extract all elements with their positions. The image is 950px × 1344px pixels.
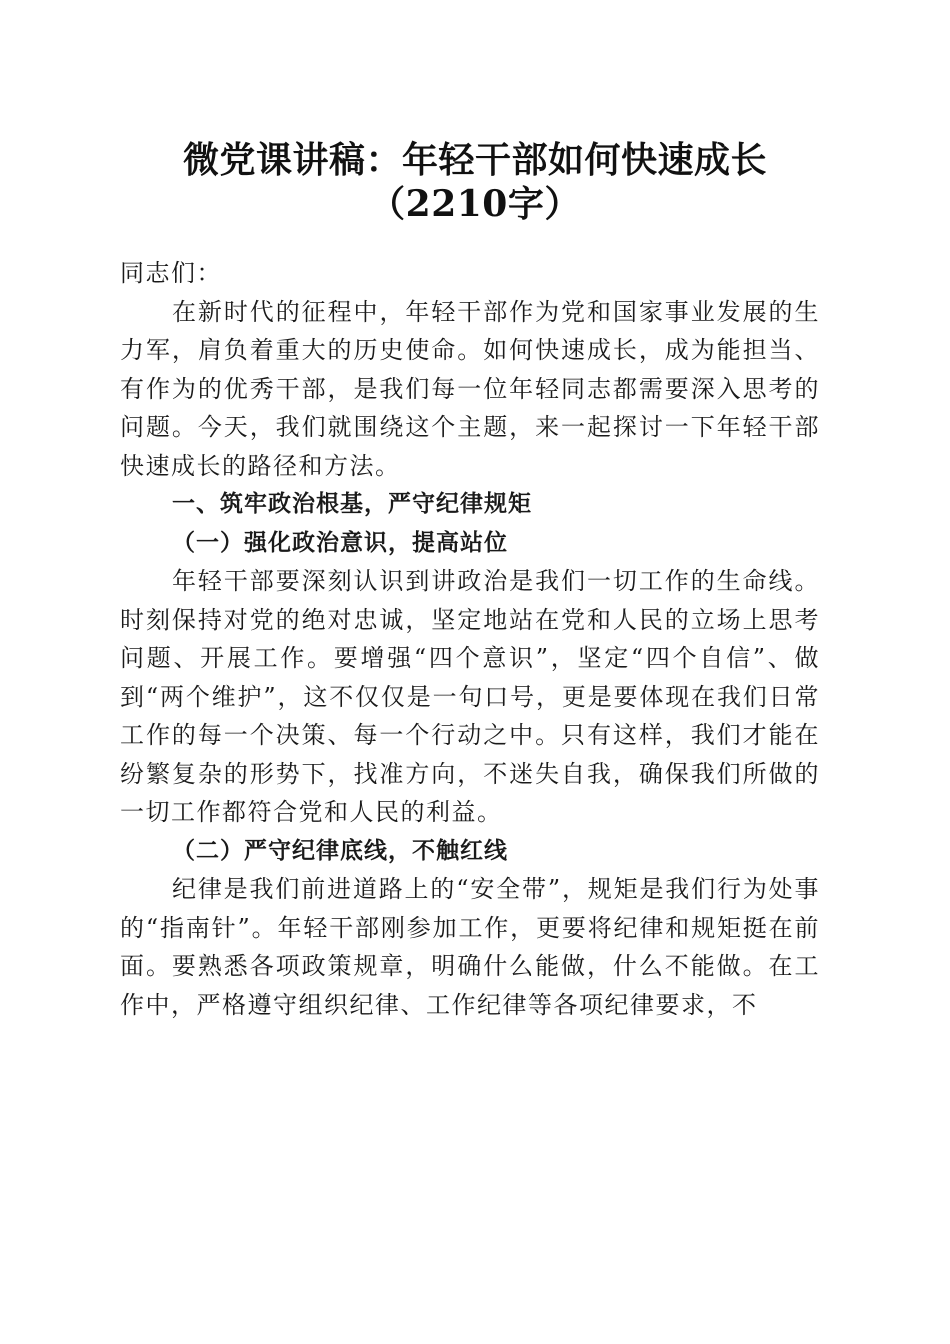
subsection-1-paragraph: 年轻干部要深刻认识到讲政治是我们一切工作的生命线。时刻保持对党的绝对忠诚，坚定地站在党和人民的立场上思考问题、开展工作。要增强“四个意识”，坚定“四个自信”、做到“两个维护”，这不仅仅是一句口号，更是要体现在我们日常工作的每一个决策、每一个行动之中。只有这样，我们才能在纷繁复杂的形势下，找准方向，不迷失自我，确保我们所做的一切工作都符合党和人民的利益。 [120, 567, 820, 826]
document-title: 微党课讲稿：年轻干部如何快速成长（2210字） [182, 139, 767, 225]
section-heading-1: 一、筑牢政治根基，严守纪律规矩 [172, 491, 532, 517]
subsection-2-paragraph: 纪律是我们前进道路上的“安全带”，规矩是我们行为处事的“指南针”。年轻干部刚参加工作，更要将纪律和规矩挺在前面。要熟悉各项政策规章，明确什么能做，什么不能做。在工作中，严格遵守组织纪律、工作纪律等各项纪律要求，不 [120, 875, 820, 1019]
subsection-heading-1: （一）强化政治意识，提高站位 [172, 528, 508, 556]
document-body [120, 254, 820, 1024]
subsection-heading-2: （二）严守纪律底线，不触红线 [172, 836, 508, 864]
salutation: 同志们： [120, 259, 222, 287]
intro-paragraph: 在新时代的征程中，年轻干部作为党和国家事业发展的生力军，肩负着重大的历史使命。如何快速成长，成为能担当、有作为的优秀干部，是我们每一位年轻同志都需要深入思考的问题。今天，我们就围绕这个主题，来一起探讨一下年轻干部快速成长的路径和方法。 [120, 297, 820, 480]
